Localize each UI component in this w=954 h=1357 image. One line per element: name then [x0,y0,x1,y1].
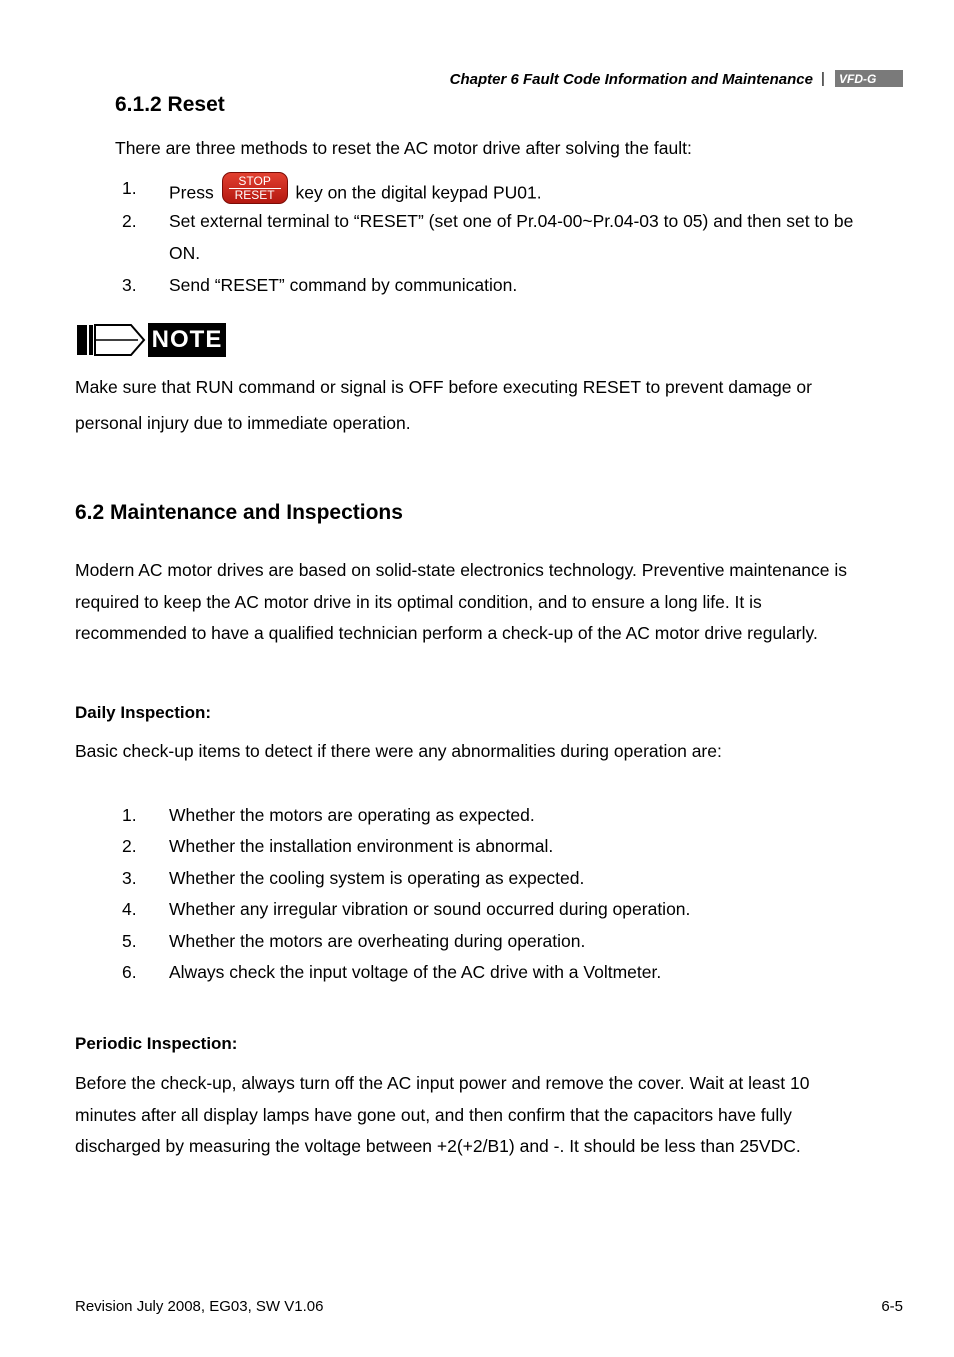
reset-section-title: 6.1.2 Reset [115,93,225,116]
header-separator: | [821,70,825,87]
note-pencil-icon [76,323,146,357]
stop-reset-key-icon [222,172,288,204]
periodic-para-line-1: Before the check-up, always turn off the AC input power and remove the cover. Wait at least 10 [75,1073,810,1093]
reset-item-2-line2: ON. [169,243,201,263]
footer-revision: Revision July 2008, EG03, SW V1.06 [75,1298,324,1315]
note-line-1: Make sure that RUN command or signal is OFF before executing RESET to prevent damage or [75,377,812,397]
daily-item-number: 3. [122,868,137,888]
periodic-para-line-3: discharged by measuring the voltage between +2(+2/B1) and -. It should be less than 25VDC. [75,1136,801,1156]
stop-key-label: STOP [238,174,271,188]
reset-item-2-number: 2. [122,211,137,231]
vfd-g-logo [835,70,903,87]
daily-item-number: 5. [122,931,137,951]
daily-item: Whether the motors are overheating during operation. [169,931,586,951]
periodic-inspection-title: Periodic Inspection: [75,1034,238,1053]
maintenance-title: 6.2 Maintenance and Inspections [75,501,403,524]
chapter-header: Chapter 6 Fault Code Information and Maintenance [449,71,813,88]
reset-item-3: Send “RESET” command by communication. [169,275,518,295]
daily-inspection-intro: Basic check-up items to detect if there were any abnormalities during operation are: [75,741,722,761]
daily-item-number: 6. [122,962,137,982]
daily-item: Whether the motors are operating as expected. [169,805,535,825]
page-number: 6-5 [881,1298,903,1315]
daily-inspection-title: Daily Inspection: [75,703,212,722]
reset-key-label: RESET [229,188,281,202]
daily-item: Whether the cooling system is operating as expected. [169,868,585,888]
daily-item: Always check the input voltage of the AC drive with a Voltmeter. [169,962,662,982]
reset-item-1 [169,174,542,210]
reset-item-1-before: Press [169,182,214,203]
daily-item: Whether any irregular vibration or sound occurred during operation. [169,899,691,919]
logo-text: VFD-G [839,72,877,86]
maintenance-para-line-3: recommended to have a qualified technician perform a check-up of the AC motor drive regularly. [75,623,818,643]
periodic-para-line-2: minutes after all display lamps have gone out, and then confirm that the capacitors have fully [75,1105,792,1125]
reset-item-3-number: 3. [122,275,137,295]
daily-item: Whether the installation environment is abnormal. [169,836,554,856]
note-label: NOTE [148,323,226,357]
maintenance-para-line-2: required to keep the AC motor drive in its optimal condition, and to ensure a long life. It is [75,592,762,612]
reset-intro: There are three methods to reset the AC motor drive after solving the fault: [115,138,692,158]
daily-item-number: 4. [122,899,137,919]
reset-item-2-line1: Set external terminal to “RESET” (set one of Pr.04-00~Pr.04-03 to 05) and then set to be [169,211,854,231]
maintenance-para-line-1: Modern AC motor drives are based on solid-state electronics technology. Preventive maintenance is [75,560,848,580]
note-line-2: personal injury due to immediate operation. [75,413,411,433]
reset-item-1-after: key on the digital keypad PU01. [295,182,542,203]
reset-item-1-number: 1. [122,178,137,198]
daily-item-number: 2. [122,836,137,856]
daily-item-number: 1. [122,805,137,825]
